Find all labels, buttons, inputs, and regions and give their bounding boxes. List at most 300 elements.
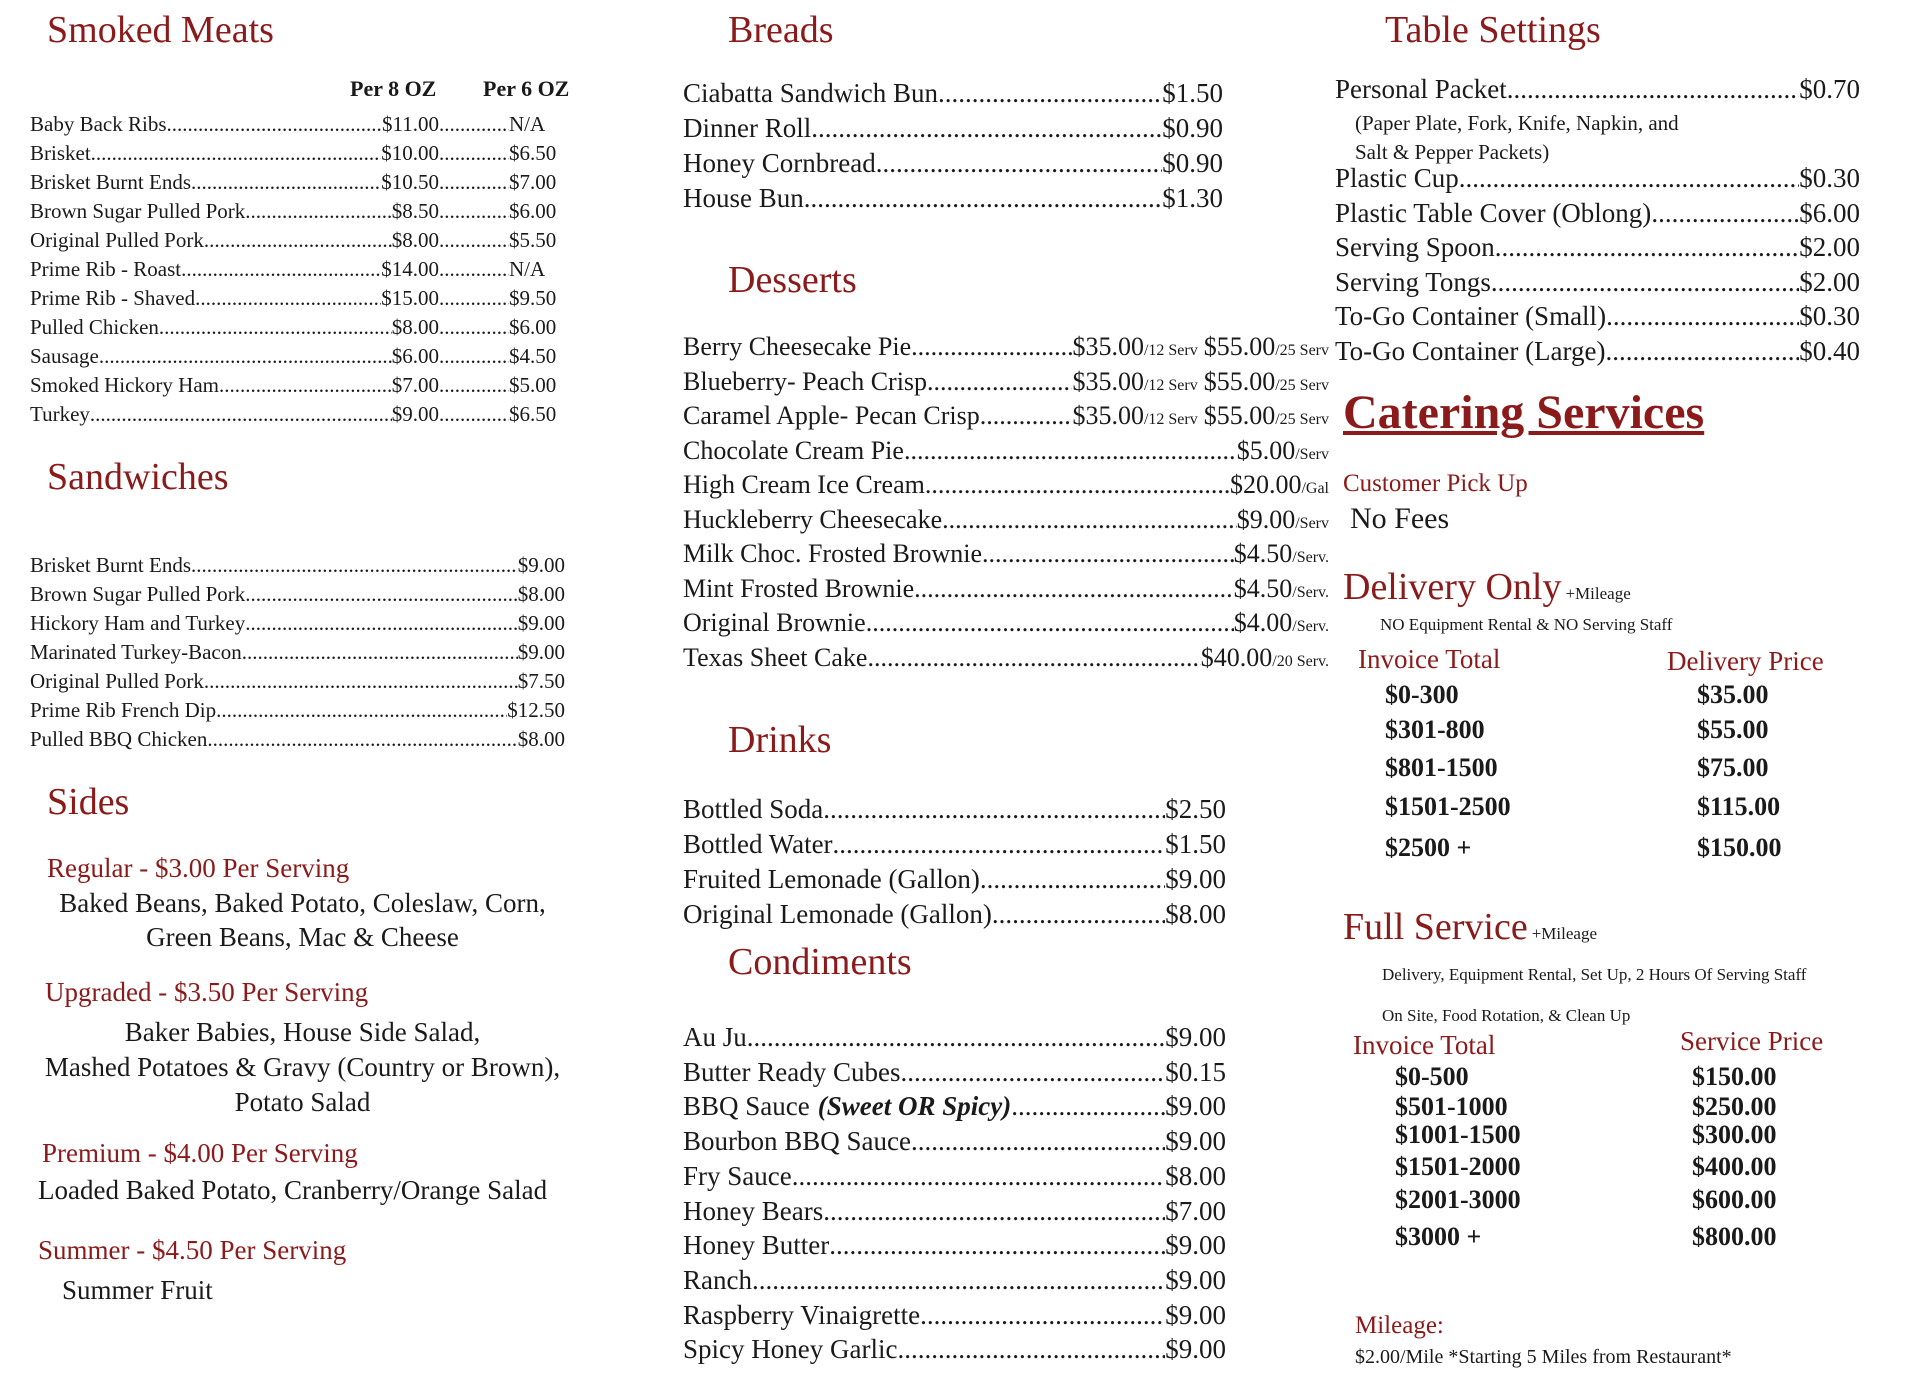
- dot-leader: [986, 401, 1072, 431]
- item-name: Bottled Water: [683, 829, 833, 859]
- full-service-note1: Delivery, Equipment Rental, Set Up, 2 Hours Of Serving Staff: [1382, 965, 1807, 984]
- dot-leader: [439, 170, 509, 195]
- full-service-price: $300.00: [1692, 1120, 1777, 1149]
- dot-leader: [439, 228, 509, 253]
- full-col-total: Invoice Total: [1353, 1030, 1496, 1060]
- sides-summer-label: Summer - $4.50 Per Serving: [38, 1235, 347, 1265]
- item-price-large: $55.00: [1203, 401, 1276, 430]
- item-unit-large: /25 Serv: [1275, 376, 1329, 394]
- dot-leader: [811, 113, 1162, 144]
- dot-leader: [191, 170, 381, 195]
- item-name: Ranch: [683, 1264, 752, 1295]
- item-price-large: $55.00: [1203, 366, 1276, 396]
- dot-leader: [904, 436, 1237, 466]
- sides-regular-line2: Green Beans, Mac & Cheese: [146, 922, 459, 952]
- price-6oz: $6.00: [509, 199, 557, 223]
- dot-leader: [897, 1334, 1165, 1365]
- price-6oz: N/A: [509, 112, 546, 136]
- item-name: Milk Choc. Frosted Brownie: [683, 539, 982, 568]
- item-name: Fruited Lemonade (Gallon): [683, 864, 980, 894]
- full-invoice-total: $1501-2000: [1395, 1152, 1521, 1181]
- item-price: $2.00: [1799, 266, 1860, 297]
- price-6oz: N/A: [509, 257, 546, 281]
- dot-leader: [942, 505, 1237, 535]
- dot-leader: [829, 1230, 1165, 1261]
- list-item: Personal Packet ..... $0.70: [1335, 74, 1860, 105]
- dot-leader: [938, 78, 1162, 109]
- item-name: Brown Sugar Pulled Pork: [30, 199, 246, 223]
- item-name: Sausage: [30, 344, 99, 368]
- delivery-only-title: Delivery Only +Mileage: [1343, 566, 1631, 608]
- price-8oz: $6.00: [391, 344, 439, 368]
- item-name: Spicy Honey Garlic: [683, 1334, 898, 1365]
- personal-packet-note1: (Paper Plate, Fork, Knife, Napkin, and: [1355, 111, 1679, 135]
- item-unit: /12 Serv: [1143, 342, 1198, 359]
- list-item: [683, 1091, 1226, 1122]
- item-unit: /12 Serv: [1143, 411, 1198, 428]
- dot-leader: [439, 286, 509, 311]
- list-item: [30, 698, 565, 723]
- item-price: $5.00: [1236, 435, 1296, 465]
- item-price: $9.00: [517, 553, 565, 577]
- item-price: $1.50: [1162, 78, 1223, 108]
- dot-leader: [439, 344, 509, 369]
- item-price: $7.50: [517, 669, 565, 693]
- delivery-price: $55.00: [1697, 715, 1769, 744]
- item-name: Brown Sugar Pulled Pork: [30, 582, 246, 606]
- list-item: [683, 643, 1329, 673]
- dot-leader: [90, 402, 392, 427]
- item-price: $9.00: [1236, 504, 1296, 534]
- item-name: BBQ Sauce: [683, 1091, 810, 1122]
- item-price: $9.00: [1165, 1091, 1226, 1122]
- sides-premium-label: Premium - $4.00 Per Serving: [42, 1138, 358, 1168]
- delivery-price: $35.00: [1697, 680, 1769, 709]
- price-8oz: $14.00: [381, 257, 439, 281]
- price-6oz: $6.50: [509, 402, 557, 426]
- list-item: [683, 436, 1329, 466]
- dot-leader: [804, 183, 1163, 214]
- list-item: [683, 1230, 1226, 1261]
- delivery-invoice-total: $1501-2500: [1385, 792, 1511, 821]
- item-price: $0.90: [1162, 113, 1223, 143]
- dot-leader: [992, 899, 1165, 930]
- full-invoice-total: $0-500: [1395, 1062, 1469, 1091]
- sides-upgraded-line2: Mashed Potatoes & Gravy (Country or Brown),: [44, 1052, 561, 1082]
- item-name: Berry Cheesecake Pie: [683, 332, 912, 361]
- meat-row: [30, 112, 565, 137]
- sandwiches-heading: Sandwiches: [47, 456, 229, 498]
- item-name: Ciabatta Sandwich Bun: [683, 78, 938, 108]
- list-item: [683, 1196, 1226, 1227]
- catering-services-heading: Catering Services: [1343, 386, 1705, 439]
- item-unit-large: /25 Serv: [1275, 411, 1329, 428]
- price-8oz: $11.00: [382, 112, 439, 136]
- item-name: Fry Sauce: [683, 1160, 792, 1191]
- item-price: $12.50: [507, 698, 565, 722]
- list-item: [683, 1265, 1226, 1296]
- sides-regular-label: Regular - $3.00 Per Serving: [47, 853, 350, 883]
- item-name: Brisket Burnt Ends: [30, 553, 191, 577]
- price-6oz: $5.00: [509, 373, 557, 397]
- per-6oz-header: Per 6 OZ: [483, 76, 570, 101]
- meat-row: [30, 228, 565, 253]
- item-name: Au Ju: [683, 1022, 747, 1052]
- dot-leader: [91, 141, 382, 166]
- price-6oz: $5.50: [509, 228, 557, 252]
- item-unit: /12 Serv: [1143, 376, 1198, 394]
- item-unit: /Gal: [1301, 480, 1329, 497]
- list-item: [30, 669, 565, 694]
- list-item: [30, 727, 565, 752]
- meat-row: [30, 257, 565, 282]
- dot-leader: [195, 286, 381, 311]
- item-name: Prime Rib French Dip: [30, 698, 217, 722]
- sides-upgraded-line1: Baker Babies, House Side Salad,: [124, 1017, 481, 1047]
- price-6oz: $6.50: [509, 141, 557, 165]
- breads-heading: Breads: [728, 9, 834, 51]
- item-price: $20.00: [1229, 470, 1302, 499]
- dot-leader: [1606, 336, 1800, 367]
- item-name: Baby Back Ribs: [30, 112, 167, 136]
- list-item: [683, 367, 1329, 397]
- item-name: Honey Butter: [683, 1230, 830, 1261]
- delivery-col-price: Delivery Price: [1667, 646, 1824, 676]
- dot-leader: [1459, 163, 1799, 194]
- item-name: Turkey: [30, 402, 90, 426]
- item-name: Honey Bears: [683, 1195, 824, 1226]
- item-name: To-Go Container (Small): [1335, 301, 1607, 331]
- dot-leader: [876, 148, 1163, 179]
- dot-leader: [980, 864, 1165, 895]
- dot-leader: [866, 608, 1234, 638]
- delivery-price: $75.00: [1697, 753, 1769, 782]
- list-item: [1335, 232, 1860, 263]
- dot-leader: [1651, 198, 1799, 229]
- dot-leader: [439, 373, 509, 398]
- list-item: [683, 78, 1223, 109]
- price-8oz: $7.00: [391, 373, 439, 397]
- item-name: Raspberry Vinaigrette: [683, 1299, 921, 1330]
- item-name: Bottled Soda: [683, 794, 824, 824]
- full-service-price: $800.00: [1692, 1222, 1777, 1251]
- per-8oz-header: Per 8 OZ: [350, 76, 437, 101]
- delivery-invoice-total: $0-300: [1385, 680, 1459, 709]
- item-name: Brisket Burnt Ends: [30, 170, 191, 194]
- price-8oz: $8.00: [391, 315, 439, 339]
- delivery-invoice-total: $301-800: [1385, 715, 1485, 744]
- item-price: $0.40: [1799, 335, 1860, 366]
- list-item: [683, 1161, 1226, 1192]
- item-price: $9.00: [1165, 1126, 1226, 1157]
- desserts-heading: Desserts: [728, 259, 857, 301]
- item-name: High Cream Ice Cream: [683, 470, 925, 499]
- item-unit: /Serv: [1295, 445, 1329, 463]
- item-price: $0.30: [1799, 163, 1860, 193]
- sides-upgraded-label: Upgraded - $3.50 Per Serving: [45, 977, 369, 1007]
- item-unit: /Serv.: [1292, 618, 1329, 635]
- dot-leader: [927, 367, 1072, 397]
- dot-leader: [439, 199, 509, 224]
- item-name: Bourbon BBQ Sauce: [683, 1126, 911, 1157]
- list-item: [683, 1300, 1226, 1331]
- item-price: $0.90: [1162, 148, 1223, 178]
- item-price: $8.00: [517, 582, 565, 606]
- dot-leader: [204, 669, 518, 694]
- item-unit: /Serv.: [1292, 583, 1329, 601]
- list-item: [683, 1126, 1226, 1157]
- list-item: [683, 183, 1223, 214]
- item-name: Dinner Roll: [683, 113, 812, 143]
- meat-row: [30, 373, 565, 398]
- price-6oz: $6.00: [509, 315, 557, 339]
- list-item: [683, 332, 1329, 362]
- dot-leader: [245, 582, 518, 607]
- item-name: Marinated Turkey-Bacon: [30, 640, 242, 664]
- item-name: Blueberry- Peach Crisp: [683, 366, 928, 396]
- list-item: [683, 829, 1226, 860]
- dot-leader: [823, 1196, 1165, 1227]
- item-price: $8.00: [517, 727, 565, 751]
- item-price: $9.00: [1165, 1299, 1226, 1330]
- item-price-large: $55.00: [1203, 332, 1276, 361]
- item-name: Brisket: [30, 141, 91, 165]
- mileage-text: $2.00/Mile *Starting 5 Miles from Restaurant*: [1355, 1346, 1732, 1368]
- dot-leader: [439, 257, 509, 282]
- sides-upgraded-line3: Potato Salad: [234, 1087, 371, 1117]
- full-invoice-total: $3000 +: [1395, 1222, 1482, 1251]
- item-price: $40.00: [1200, 642, 1273, 672]
- item-price: $0.30: [1799, 301, 1860, 331]
- item-name: Smoked Hickory Ham: [30, 373, 219, 397]
- full-service-note2: On Site, Food Rotation, & Clean Up: [1382, 1006, 1631, 1025]
- full-service-price: $600.00: [1692, 1185, 1777, 1214]
- item-name: Caramel Apple- Pecan Crisp.: [683, 401, 987, 430]
- item-price: $9.00: [1165, 1230, 1226, 1261]
- item-unit-large: /25 Serv: [1275, 342, 1329, 359]
- smoked-meats-heading: Smoked Meats: [47, 9, 274, 51]
- item-price: $9.00: [1165, 864, 1226, 894]
- item-price: $9.00: [517, 611, 565, 635]
- dot-leader: [752, 1265, 1165, 1296]
- price-6oz: $9.50: [509, 286, 557, 310]
- full-service-price: $400.00: [1692, 1152, 1777, 1181]
- delivery-invoice-total: $801-1500: [1385, 753, 1498, 782]
- item-name: Plastic Cup: [1335, 163, 1459, 193]
- item-name: House Bun: [683, 183, 804, 213]
- condiments-heading: Condiments: [728, 941, 912, 983]
- dot-leader: [99, 344, 392, 369]
- item-name: Original Lemonade (Gallon): [683, 899, 992, 929]
- sides-regular-line1: Baked Beans, Baked Potato, Coleslaw, Corn,: [59, 888, 546, 918]
- dot-leader: [914, 574, 1234, 604]
- meat-row: [30, 315, 565, 340]
- list-item: [683, 864, 1226, 895]
- list-item: [30, 640, 565, 665]
- personal-packet-note2: Salt & Pepper Packets): [1355, 140, 1550, 164]
- price-8oz: $10.00: [381, 141, 439, 165]
- item-name: Original Pulled Pork: [30, 228, 204, 252]
- list-item: [683, 505, 1329, 535]
- item-price: $8.00: [1165, 1160, 1226, 1191]
- list-item: [683, 1334, 1226, 1365]
- list-item: [683, 1022, 1226, 1053]
- price-6oz: $4.50: [509, 344, 557, 368]
- item-name: Honey Cornbread: [683, 148, 876, 178]
- dot-leader: [219, 373, 392, 398]
- item-price: $6.00: [1799, 197, 1860, 228]
- list-item: [683, 401, 1329, 431]
- sides-premium-line1: Loaded Baked Potato, Cranberry/Orange Salad: [38, 1175, 548, 1205]
- dot-leader: [823, 794, 1165, 825]
- mileage-label: Mileage:: [1355, 1312, 1444, 1339]
- pickup-label: Customer Pick Up: [1343, 470, 1528, 497]
- item-unit: /Serv.: [1292, 549, 1329, 566]
- dot-leader: [747, 1022, 1165, 1053]
- price-8oz: $8.00: [391, 228, 439, 252]
- item-price: $7.00: [1165, 1195, 1226, 1226]
- delivery-price: $115.00: [1697, 792, 1781, 821]
- item-name: Hickory Ham and Turkey: [30, 611, 246, 635]
- meat-row: [30, 344, 565, 369]
- dot-leader: [245, 199, 392, 224]
- dot-leader: [439, 141, 509, 166]
- dot-leader: [159, 315, 392, 340]
- meat-row: [30, 286, 565, 311]
- list-item: [683, 608, 1329, 638]
- dot-leader: [920, 1300, 1165, 1331]
- item-name: Pulled BBQ Chicken: [30, 727, 208, 751]
- list-item: [683, 539, 1329, 569]
- delivery-col-total: Invoice Total: [1358, 644, 1501, 674]
- list-item: [1335, 198, 1860, 229]
- item-price: $8.00: [1165, 899, 1226, 929]
- pickup-value: No Fees: [1350, 502, 1450, 535]
- item-price: $2.00: [1799, 232, 1860, 262]
- dot-leader: [242, 640, 518, 665]
- item-price: $9.00: [1165, 1334, 1226, 1365]
- item-name: Chocolate Cream Pie: [683, 435, 904, 465]
- list-item: [683, 1057, 1226, 1088]
- list-item: [1335, 163, 1860, 194]
- dot-leader: [204, 228, 392, 253]
- dot-leader: [181, 257, 381, 282]
- delivery-invoice-total: $2500 +: [1385, 833, 1472, 862]
- full-invoice-total: $501-1000: [1395, 1092, 1508, 1121]
- dot-leader: [982, 539, 1234, 569]
- item-price: $9.00: [517, 640, 565, 664]
- list-item: [30, 553, 565, 578]
- full-service-title: Full Service +Mileage: [1343, 906, 1597, 948]
- item-unit: /20 Serv.: [1272, 652, 1329, 670]
- list-item: [1335, 336, 1860, 367]
- dot-leader: [1011, 1091, 1165, 1122]
- dot-leader: [792, 1161, 1166, 1192]
- item-price: $35.00: [1072, 401, 1144, 430]
- price-8oz: $10.50: [381, 170, 439, 194]
- item-price: $1.50: [1165, 829, 1226, 859]
- item-price: $1.30: [1162, 183, 1223, 213]
- dot-leader: [439, 315, 509, 340]
- item-price: $2.50: [1165, 794, 1226, 824]
- meat-row: [30, 170, 565, 195]
- full-invoice-total: $1001-1500: [1395, 1120, 1521, 1149]
- item-unit: /Serv: [1295, 514, 1329, 532]
- item-name: Huckleberry Cheesecake: [683, 504, 943, 534]
- dot-leader: [216, 698, 507, 723]
- item-name: Original Pulled Pork: [30, 669, 204, 693]
- full-col-price: Service Price: [1680, 1026, 1824, 1056]
- item-price: $4.50: [1233, 539, 1293, 568]
- dot-leader: [911, 332, 1072, 362]
- item-price: $4.50: [1233, 573, 1293, 603]
- item-name: To-Go Container (Large): [1335, 335, 1606, 366]
- item-name: Serving Spoon: [1335, 232, 1495, 262]
- price-8oz: $9.00: [391, 402, 439, 426]
- dot-leader: [439, 402, 509, 427]
- list-item: [30, 611, 565, 636]
- item-price: $35.00: [1072, 332, 1144, 361]
- item-name: Mint Frosted Brownie: [683, 573, 915, 603]
- delivery-note: NO Equipment Rental & NO Serving Staff: [1380, 615, 1673, 634]
- full-service-price: $150.00: [1692, 1062, 1777, 1091]
- full-invoice-total: $2001-3000: [1395, 1185, 1521, 1214]
- item-name: Texas Sheet Cake: [683, 642, 868, 672]
- dot-leader: [207, 727, 517, 752]
- list-item: [683, 470, 1329, 500]
- list-item: [1335, 267, 1860, 298]
- list-item: [683, 899, 1226, 930]
- item-price: $9.00: [1165, 1264, 1226, 1295]
- meat-row: [30, 141, 565, 166]
- list-item: [30, 582, 565, 607]
- full-service-price: $250.00: [1692, 1092, 1777, 1121]
- dot-leader: [1495, 232, 1799, 263]
- dot-leader: [867, 643, 1200, 673]
- item-name: Plastic Table Cover (Oblong): [1335, 197, 1652, 228]
- price-8oz: $8.50: [391, 199, 439, 223]
- dot-leader: [191, 553, 518, 578]
- delivery-price: $150.00: [1697, 833, 1782, 862]
- dot-leader: [833, 829, 1166, 860]
- dot-leader: [1491, 267, 1799, 298]
- dot-leader: [925, 470, 1230, 500]
- dot-leader: [245, 611, 518, 636]
- item-name: Prime Rib - Shaved: [30, 286, 196, 310]
- list-item: [683, 113, 1223, 144]
- item-price: $35.00: [1072, 366, 1144, 396]
- meat-row: [30, 199, 565, 224]
- dot-leader: [1606, 301, 1799, 332]
- meat-row: [30, 402, 565, 427]
- item-price: $9.00: [1165, 1022, 1226, 1052]
- price-6oz: $7.00: [509, 170, 557, 194]
- list-item: [1335, 301, 1860, 332]
- item-price: $4.00: [1233, 608, 1293, 637]
- dot-leader: [439, 112, 509, 137]
- dot-leader: [911, 1126, 1165, 1157]
- item-price: $0.15: [1165, 1056, 1226, 1087]
- price-8oz: $15.00: [381, 286, 439, 310]
- item-name: Butter Ready Cubes: [683, 1056, 901, 1087]
- sides-summer-line1: Summer Fruit: [62, 1275, 213, 1305]
- item-name: Pulled Chicken: [30, 315, 159, 339]
- list-item: [683, 574, 1329, 604]
- item-note: (Sweet OR Spicy): [817, 1091, 1012, 1122]
- dot-leader: [167, 112, 383, 137]
- item-name: Serving Tongs: [1335, 266, 1491, 297]
- drinks-heading: Drinks: [728, 719, 832, 761]
